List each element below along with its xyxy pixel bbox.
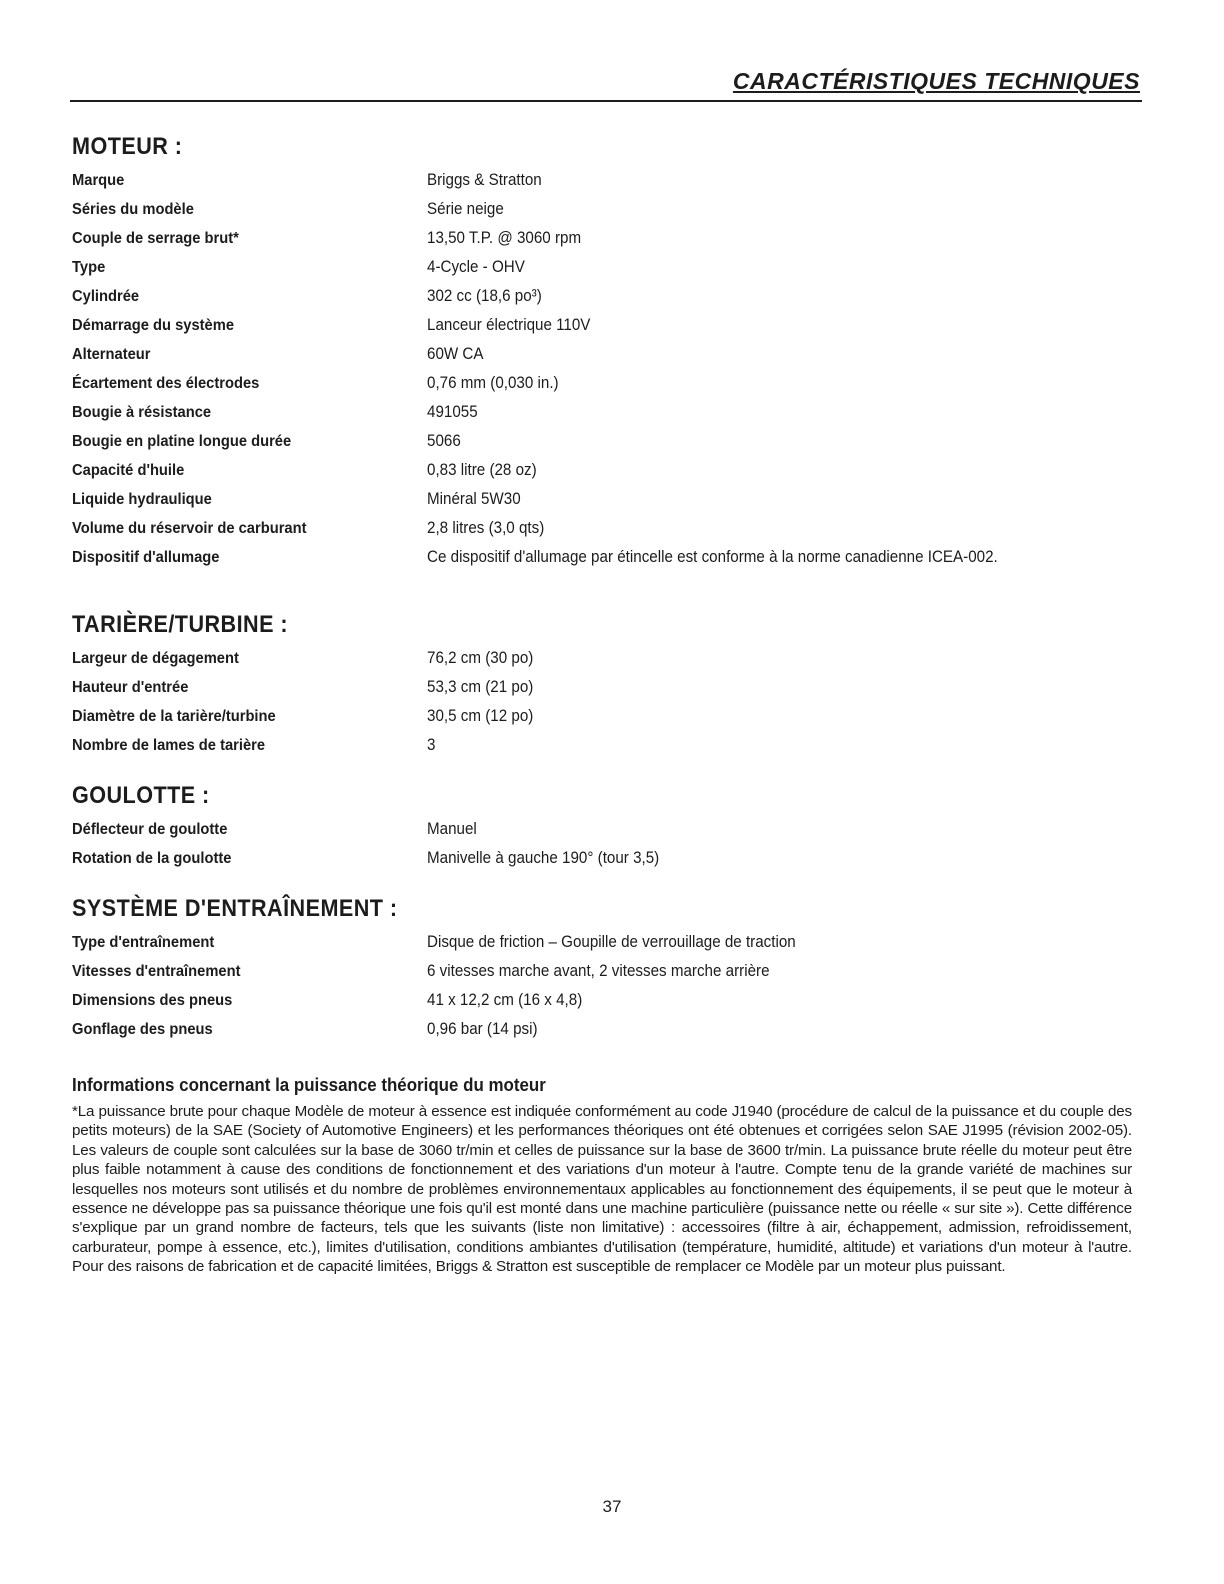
- spec-label: Nombre de lames de tarière: [72, 736, 266, 754]
- spec-value: Minéral 5W30: [427, 490, 521, 508]
- spec-label: Couple de serrage brut*: [72, 229, 239, 247]
- spec-value: Manuel: [427, 820, 477, 838]
- spec-label: Type: [72, 258, 106, 276]
- spec-value: Lanceur électrique 110V: [427, 316, 591, 334]
- spec-value: 5066: [427, 432, 461, 450]
- spec-value: 30,5 cm (12 po): [427, 707, 534, 725]
- spec-list: [72, 644, 1152, 760]
- spec-value: 0,83 litre (28 oz): [427, 461, 537, 479]
- spec-value: Disque de friction – Goupille de verrouillage de traction: [427, 933, 796, 951]
- spec-list: [72, 815, 1152, 873]
- page-header: [70, 66, 1142, 102]
- spec-row: [72, 815, 1152, 844]
- info-heading: Informations concernant la puissance théorique du moteur: [72, 1075, 546, 1095]
- spec-row: [72, 1015, 1152, 1044]
- spec-row: [72, 702, 1152, 731]
- spec-label: Bougie en platine longue durée: [72, 432, 292, 450]
- spec-label: Rotation de la goulotte: [72, 849, 232, 867]
- info-body: *La puissance brute pour chaque Modèle de moteur à essence est indiquée conformément au code J1940 (procédure de calcul de la puissance et du couple des petits moteurs) de la SAE (Society of Automotive Engineers) et les performances théoriques ont été obtenues et corrigées selon SAE J1995 (révision 2002-05). Les valeurs de couple sont calculées sur la base de 3060 tr/min et celles de puissance sur la base de 3600 tr/min. La puissance brute réelle du moteur peut être plus faible notamment à cause des conditions de fonctionnement et des variations d'un moteur à l'autre. Compte tenu de la grande variété de machines sur lesquelles nos moteurs sont utilisés et du nombre de problèmes environnementaux applicables au fonctionnement des équipements, il se peut que le moteur à essence ne développe pas sa puissance théorique une fois qu'il est monté dans une machine particulière (puissance nette ou réelle « sur site »). Cette différence s'explique par un grand nombre de facteurs, tels que les suivants (liste non limitative) : accessoires (filtre à air, échappement, admission, refroidissement, carburateur, pompe à essence, etc.), limites d'utilisation, conditions ambiantes d'utilisation (température, humidité, altitude) et variations d'un moteur à l'autre. Pour des raisons de fabrication et de capacité limitées, Briggs & Stratton est susceptible de remplacer ce Modèle par un moteur plus puissant.: [72, 1103, 1132, 1276]
- spec-list: [72, 928, 1152, 1044]
- spec-value: Briggs & Stratton: [427, 171, 542, 189]
- section-title: TARIÈRE/TURBINE :: [72, 611, 289, 638]
- spec-row: [72, 195, 1152, 224]
- spec-row: [72, 986, 1152, 1015]
- spec-value: Ce dispositif d'allumage par étincelle est conforme à la norme canadienne ICEA-002.: [427, 548, 998, 566]
- section-tariere: [72, 610, 1152, 760]
- spec-row: [72, 224, 1152, 253]
- spec-row: [72, 485, 1152, 514]
- spec-value: 41 x 12,2 cm (16 x 4,8): [427, 991, 583, 1009]
- spec-value: 491055: [427, 403, 478, 421]
- spec-label: Type d'entraînement: [72, 933, 215, 951]
- spec-label: Volume du réservoir de carburant: [72, 519, 307, 537]
- spec-row: [72, 427, 1152, 456]
- spec-value: 0,96 bar (14 psi): [427, 1020, 538, 1038]
- spec-row: [72, 844, 1152, 873]
- spec-value: 60W CA: [427, 345, 484, 363]
- spec-label: Vitesses d'entraînement: [72, 962, 241, 980]
- spec-label: Dispositif d'allumage: [72, 548, 220, 566]
- spec-row: [72, 673, 1152, 702]
- spec-row: [72, 514, 1152, 543]
- spec-row: [72, 398, 1152, 427]
- spec-label: Séries du modèle: [72, 200, 194, 218]
- spec-label: Largeur de dégagement: [72, 649, 239, 667]
- spec-value: 6 vitesses marche avant, 2 vitesses marche arrière: [427, 962, 770, 980]
- spec-row: [72, 543, 1152, 572]
- spec-list: [72, 166, 1152, 572]
- spec-label: Écartement des électrodes: [72, 374, 260, 392]
- spec-value: 4-Cycle - OHV: [427, 258, 525, 276]
- spec-row: [72, 340, 1152, 369]
- spec-value: 76,2 cm (30 po): [427, 649, 534, 667]
- spec-label: Diamètre de la tarière/turbine: [72, 707, 276, 725]
- page-title: CARACTÉRISTIQUES TECHNIQUES: [732, 68, 1140, 94]
- spec-row: [72, 253, 1152, 282]
- spec-label: Déflecteur de goulotte: [72, 820, 228, 838]
- spec-row: [72, 731, 1152, 760]
- spec-label: Démarrage du système: [72, 316, 235, 334]
- power-rating-info: [72, 1075, 1132, 1277]
- spec-label: Alternateur: [72, 345, 151, 363]
- spec-value: 0,76 mm (0,030 in.): [427, 374, 559, 392]
- spec-value: 13,50 T.P. @ 3060 rpm: [427, 229, 582, 247]
- spec-value: 53,3 cm (21 po): [427, 678, 534, 696]
- spec-value: Série neige: [427, 200, 504, 218]
- spec-row: [72, 311, 1152, 340]
- page-number: 37: [602, 1497, 622, 1516]
- spec-value: 3: [427, 736, 436, 754]
- spec-label: Cylindrée: [72, 287, 140, 305]
- spec-row: [72, 928, 1152, 957]
- spec-value: Manivelle à gauche 190° (tour 3,5): [427, 849, 660, 867]
- spec-label: Liquide hydraulique: [72, 490, 212, 508]
- spec-label: Marque: [72, 171, 125, 189]
- spec-row: [72, 456, 1152, 485]
- spec-label: Capacité d'huile: [72, 461, 185, 479]
- spec-label: Hauteur d'entrée: [72, 678, 189, 696]
- spec-row: [72, 166, 1152, 195]
- section-title: SYSTÈME D'ENTRAÎNEMENT :: [72, 895, 398, 922]
- spec-label: Gonflage des pneus: [72, 1020, 213, 1038]
- section-title: GOULOTTE :: [72, 782, 210, 809]
- section-moteur: [72, 132, 1152, 572]
- section-entrainement: [72, 894, 1152, 1044]
- spec-row: [72, 369, 1152, 398]
- section-title: MOTEUR :: [72, 133, 183, 160]
- spec-label: Dimensions des pneus: [72, 991, 233, 1009]
- spec-value: 302 cc (18,6 po³): [427, 287, 542, 305]
- spec-row: [72, 957, 1152, 986]
- spec-row: [72, 282, 1152, 311]
- spec-row: [72, 644, 1152, 673]
- section-goulotte: [72, 781, 1152, 873]
- spec-label: Bougie à résistance: [72, 403, 212, 421]
- spec-value: 2,8 litres (3,0 qts): [427, 519, 545, 537]
